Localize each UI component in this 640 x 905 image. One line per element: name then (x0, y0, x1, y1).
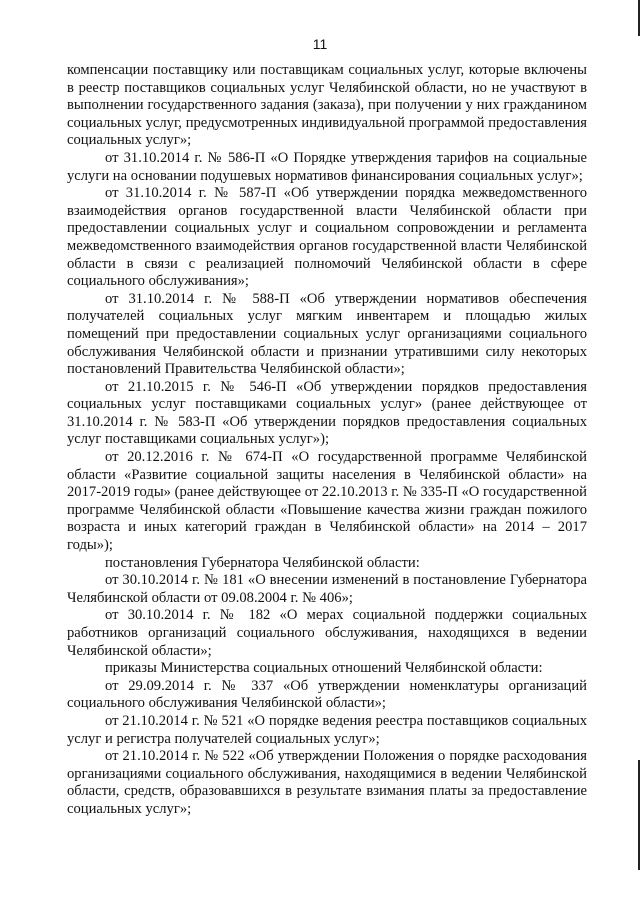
page-number: 11 (312, 36, 328, 52)
paragraph: от 20.12.2016 г. № 674-П «О государственной программе Челябинской области «Развитие социальной защиты населения в Челябинской области» на 2017-2019 годы» (ранее действующее от 22.10.2013 г. № 335-П «О государственной программе Челябинской области «Повышение качества жизни граждан пожилого возраста и иных категорий граждан в Челябинской области» на 2014 – 2017 годы»); (67, 449, 587, 554)
paragraph: от 30.10.2014 г. № 182 «О мерах социальной поддержки социальных работников организаций социального обслуживания, находящихся в ведении Челябинской области»; (67, 607, 587, 659)
paragraph: постановления Губернатора Челябинской области: (105, 554, 420, 571)
paragraph: от 31.10.2014 г. № 588-П «Об утверждении нормативов обеспечения получателей социальных услуг мягким инвентарем и площадью жилых помещений при предоставлении социальных услуг организациями социального обслуживания Челябинской области и признании утратившими силу некоторых постановлений Правительства Челябинской области»; (67, 290, 587, 378)
paragraph: от 29.09.2014 г. № 337 «Об утверждении номенклатуры организаций социального обслуживания Челябинской области»; (67, 677, 587, 712)
paragraph: от 21.10.2015 г. № 546-П «Об утверждении порядков предоставления социальных услуг поставщиками социальных услуг» (ранее действующее от 31.10.2014 г. № 583-П «Об утверждении порядков предоставления социальных услуг поставщиками социальных услуг»); (67, 378, 587, 448)
paragraph: от 21.10.2014 г. № 521 «О порядке ведения реестра поставщиков социальных услуг и регистра получателей социальных услуг»; (67, 712, 587, 747)
paragraph: компенсации поставщику или поставщикам социальных услуг, которые включены в реестр поставщиков социальных услуг Челябинской области, но не участвуют в выполнении государственного задания (заказа), при получении у них гражданином социальных услуг, предусмотренных индивидуальной программой предоставления социальных услуг»; (67, 62, 587, 149)
paragraph: от 21.10.2014 г. № 522 «Об утверждении Положения о порядке расходования организациями социального обслуживания, находящимися в ведении Челябинской области, средств, образовавшихся в результате взимания платы за предоставление социальных услуг»; (67, 748, 587, 817)
document-body (67, 62, 587, 819)
paragraph: приказы Министерства социальных отношений Челябинской области: (105, 660, 543, 677)
paragraph: от 31.10.2014 г. № 587-П «Об утверждении порядка межведомственного взаимодействия органов государственной власти Челябинской области при предоставлении социальных услуг и социальном сопровождении и регламента межведомственного взаимодействия органов государственной власти Челябинской области в связи с реализацией полномочий Челябинской области в сфере социального обслуживания»; (67, 185, 587, 290)
paragraph: от 30.10.2014 г. № 181 «О внесении изменений в постановление Губернатора Челябинской области от 09.08.2004 г. № 406»; (67, 572, 587, 606)
paragraph: от 31.10.2014 г. № 586-П «О Порядке утверждения тарифов на социальные услуги на основании подушевых нормативов финансирования социальных услуг»; (67, 149, 587, 184)
